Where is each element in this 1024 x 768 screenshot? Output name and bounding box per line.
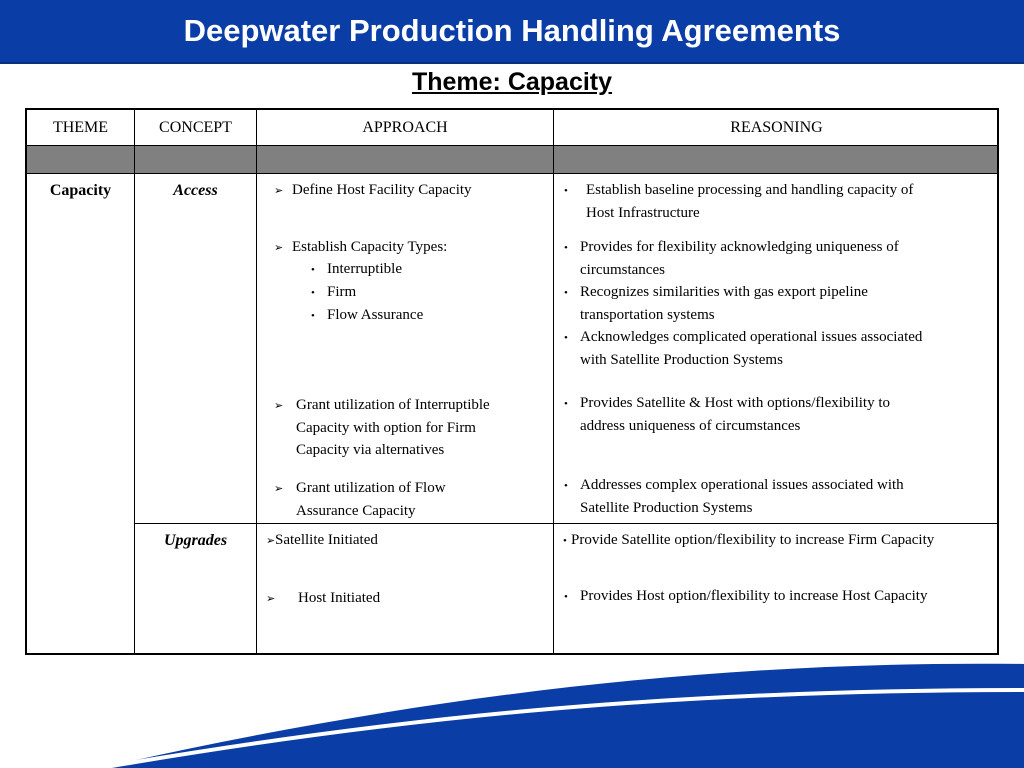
approach-text: Satellite Initiated <box>275 532 378 548</box>
reasoning-item <box>564 236 899 260</box>
reasoning-text: Provide Satellite option/flexibility to increase Firm Capacity <box>571 532 935 548</box>
slide-title: Deepwater Production Handling Agreements <box>183 13 841 48</box>
reasoning-text: Provides for flexibility acknowledging uniqueness of <box>580 239 899 255</box>
bullet-icon: • <box>564 480 568 492</box>
approach-text: Capacity via alternatives <box>296 442 445 458</box>
approach-item <box>266 587 380 611</box>
capacity-table <box>25 108 999 655</box>
reasoning-item <box>564 474 904 498</box>
reasoning-item <box>564 392 890 416</box>
reasoning-text: Acknowledges complicated operational issues associated <box>580 329 923 345</box>
reasoning-item <box>564 179 913 203</box>
arrow-bullet-icon: ➢ <box>274 242 284 254</box>
bullet-icon: • <box>564 287 568 299</box>
concept-upgrades: Upgrades <box>163 532 228 549</box>
concept-access: Access <box>173 182 218 199</box>
header-theme: THEME <box>52 119 109 136</box>
row-divider <box>134 523 997 524</box>
reasoning-text: Provides Satellite & Host with options/flexibility to <box>580 395 890 411</box>
reasoning-text: circumstances <box>580 262 665 278</box>
header-approach: APPROACH <box>362 119 448 136</box>
sub-item <box>311 281 356 305</box>
arrow-bullet-icon: ➢ <box>266 593 276 605</box>
arrow-bullet-icon: ➢ <box>274 185 284 197</box>
reasoning-text: with Satellite Production Systems <box>580 352 783 368</box>
reasoning-item <box>564 281 868 305</box>
bullet-icon: • <box>311 287 315 299</box>
arrow-bullet-icon: ➢ <box>274 400 284 412</box>
approach-item <box>266 529 378 553</box>
reasoning-item <box>563 529 934 553</box>
approach-text: Grant utilization of Flow <box>296 480 446 496</box>
arrow-bullet-icon: ➢ <box>266 535 276 547</box>
approach-text: Host Initiated <box>298 590 381 606</box>
bullet-icon: • <box>564 242 568 254</box>
row-divider <box>27 173 997 174</box>
decorative-swoosh <box>0 640 1024 768</box>
arrow-bullet-icon: ➢ <box>274 483 284 495</box>
header-reasoning: REASONING <box>730 119 823 136</box>
reasoning-text: Provides Host option/flexibility to increase Host Capacity <box>580 588 928 604</box>
reasoning-text: Host Infrastructure <box>586 205 700 221</box>
reasoning-text: Satellite Production Systems <box>580 500 753 516</box>
bullet-icon: • <box>311 310 315 322</box>
approach-text: Grant utilization of Interruptible <box>296 397 490 413</box>
approach-text: Establish Capacity Types: <box>292 239 448 255</box>
sub-item-text: Interruptible <box>327 261 402 277</box>
bullet-icon: • <box>564 332 568 344</box>
reasoning-text: Recognizes similarities with gas export pipeline <box>580 284 868 300</box>
sub-item <box>311 258 402 282</box>
col-divider <box>553 110 554 653</box>
approach-text: Define Host Facility Capacity <box>292 182 472 198</box>
header-concept: CONCEPT <box>159 119 232 136</box>
slide-subtitle: Theme: Capacity <box>411 68 613 96</box>
bullet-icon: • <box>563 535 567 547</box>
bullet-icon: • <box>564 398 568 410</box>
reasoning-text: address uniqueness of circumstances <box>580 418 801 434</box>
approach-item <box>274 179 472 203</box>
bullet-icon: • <box>564 591 568 603</box>
col-divider <box>256 110 257 653</box>
reasoning-text: Establish baseline processing and handling capacity of <box>586 182 914 198</box>
reasoning-item <box>564 326 922 350</box>
reasoning-item <box>564 585 927 609</box>
sub-item <box>311 304 423 328</box>
approach-item <box>274 236 447 260</box>
gray-header-band <box>27 146 997 174</box>
sub-item-text: Firm <box>327 284 357 300</box>
bullet-icon: • <box>311 264 315 276</box>
theme-cell: Capacity <box>49 182 112 199</box>
approach-text: Assurance Capacity <box>296 503 416 519</box>
approach-item <box>274 477 446 501</box>
reasoning-text: transportation systems <box>580 307 715 323</box>
approach-text: Capacity with option for Firm <box>296 420 476 436</box>
title-bar <box>0 0 1024 64</box>
sub-item-text: Flow Assurance <box>327 307 424 323</box>
bullet-icon: • <box>564 185 568 197</box>
swoosh-shape <box>100 664 1024 768</box>
approach-item <box>274 394 490 418</box>
reasoning-text: Addresses complex operational issues associated with <box>580 477 904 493</box>
